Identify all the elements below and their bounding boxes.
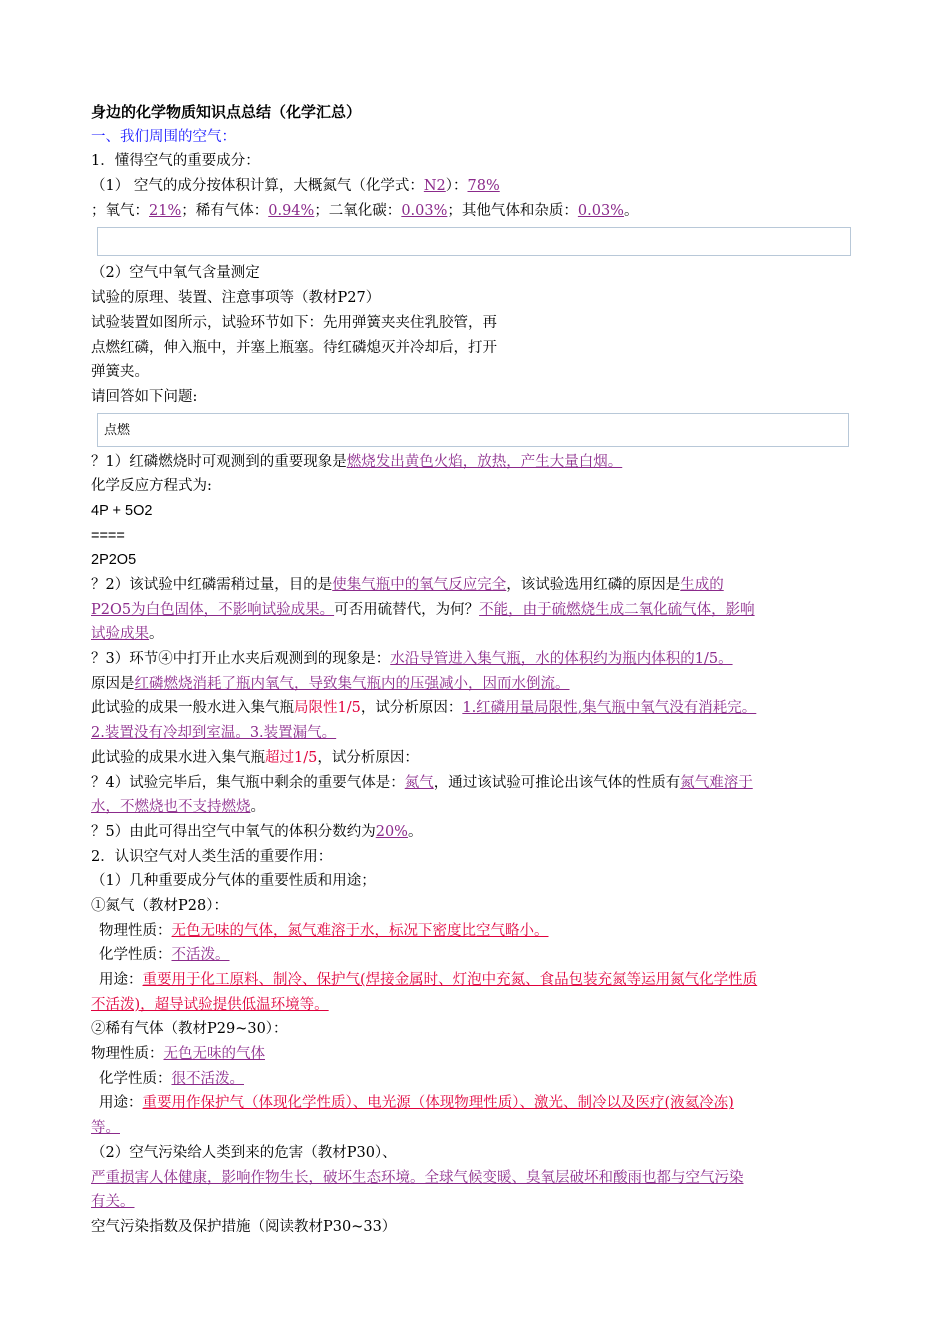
- question-3-reason: 原因是红磷燃烧消耗了瓶内氧气，导致集气瓶内的压强减小，因而水倒流。: [91, 675, 570, 692]
- nitrogen-physical: 物理性质：无色无味的气体，氮气难溶于水，标况下密度比空气略小。: [99, 922, 549, 939]
- pollution-harm-cont: 有关。: [91, 1194, 135, 1211]
- text-line: 试验装置如图所示，试验环节如下：先用弹簧夹夹住乳胶管，再: [91, 314, 497, 331]
- question-3: ？3）环节④中打开止水夹后观测到的现象是：水沿导管进入集气瓶，水的体积约为瓶内体积的1/5。: [91, 651, 733, 668]
- subheading: （2）空气污染给人类到来的危害（教材P30）、: [91, 1144, 397, 1161]
- nitrogen-uses: 用途：重要用于化工原料、制冷、保护气(焊接金属时、灯泡中充氮、食品包装充氮等运用氮气化学性质: [99, 972, 758, 988]
- question-3-less: 此试验的成果一般水进入集气瓶局限性1/5，试分析原因：1.红磷用量局限性,集气瓶中氧气没有消耗完。: [91, 700, 757, 717]
- text-line: 点燃红磷，伸入瓶中，并塞上瓶塞。待红磷熄灭并冷却后，打开: [91, 339, 497, 356]
- question-4-cont: 水，不燃烧也不支持燃烧。: [91, 799, 265, 816]
- question-2: ？2）该试验中红磷需稍过量，目的是使集气瓶中的氧气反应完全，该试验选用红磷的原因是生成的: [91, 577, 724, 593]
- question-4: ？4）试验完毕后，集气瓶中剩余的重要气体是：氮气，通过该试验可推论出该气体的性质有氮气难溶于: [91, 774, 753, 791]
- text-line: 试验的原理、装置、注意事项等（教材P27）: [91, 290, 381, 307]
- document-page: [91, 100, 861, 1240]
- nitrogen-uses-cont: 不活泼)，超导试验提供低温环境等。: [91, 996, 329, 1013]
- rare-gas-uses-cont: 等。: [91, 1120, 120, 1137]
- rare-gas-physical: 物理性质：无色无味的气体: [91, 1046, 265, 1063]
- question-3-less-cont: 2.装置没有冷却到室温。3.装置漏气。: [91, 725, 337, 742]
- nitrogen-heading: ①氮气（教材P28）：: [91, 897, 228, 914]
- equation-sign: ====: [91, 527, 125, 544]
- text-line: 空气污染指数及保护措施（阅读教材P30~33）: [91, 1218, 397, 1235]
- subheading: （1）几种重要成分气体的重要性质和用途；: [91, 873, 376, 890]
- composition-line-1: （1） 空气的成分按体积计算，大概氮气（化学式：N2）：78%: [91, 178, 500, 195]
- equation-products: 2P2O5: [91, 552, 137, 569]
- rare-gas-uses: 用途：重要用作保护气（体现化学性质）、电光源（体现物理性质）、激光、制冷以及医疗(液氦冷冻): [99, 1095, 734, 1112]
- question-3-more: 此试验的成果水进入集气瓶超过1/5，试分析原因：: [91, 749, 419, 766]
- rare-gas-chemical: 化学性质：很不活泼。: [99, 1070, 244, 1087]
- question-1: ？1）红磷燃烧时可观测到的重要现象是燃烧发出黄色火焰，放热，产生大量白烟。: [91, 453, 623, 470]
- rare-gas-heading: ②稀有气体（教材P29~30）：: [91, 1021, 288, 1038]
- pollution-harm: 严重损害人体健康，影响作物生长，破坏生态环境。全球气候变暖、臭氧层破坏和酸雨也都与空气污染: [91, 1169, 744, 1186]
- empty-text-box: [97, 227, 851, 256]
- composition-line-2: ；氧气：21%；稀有气体：0.94%；二氧化碳：0.03%；其他气体和杂质：0.03%。: [91, 202, 639, 219]
- equation-reactants: 4P + 5O2: [91, 502, 153, 519]
- question-5: ？5）由此可得出空气中氧气的体积分数约为20%。: [91, 823, 423, 840]
- nitrogen-chemical: 化学性质：不活泼。: [99, 947, 230, 964]
- ignite-text-box: 点燃: [97, 413, 849, 447]
- page-title: 身边的化学物质知识点总结（化学汇总）: [91, 103, 362, 121]
- text-line: 弹簧夹。: [91, 364, 149, 381]
- question-2-cont: P2O5为白色固体，不影响试验成果。可否用硫替代，为何？不能，由于硫燃烧生成二氧化硫气体，影响: [91, 601, 755, 618]
- item-heading: 1．懂得空气的重要成分：: [91, 153, 260, 170]
- text-line: 请回答如下问题:: [91, 388, 198, 405]
- subheading: （2）空气中氧气含量测定: [91, 265, 260, 282]
- question-2-cont: 试验成果。: [91, 626, 164, 643]
- section-heading: 一、我们周围的空气：: [91, 128, 236, 145]
- item-heading: 2．认识空气对人类生活的重要作用：: [91, 848, 333, 865]
- equation-intro: 化学反应方程式为:: [91, 478, 212, 495]
